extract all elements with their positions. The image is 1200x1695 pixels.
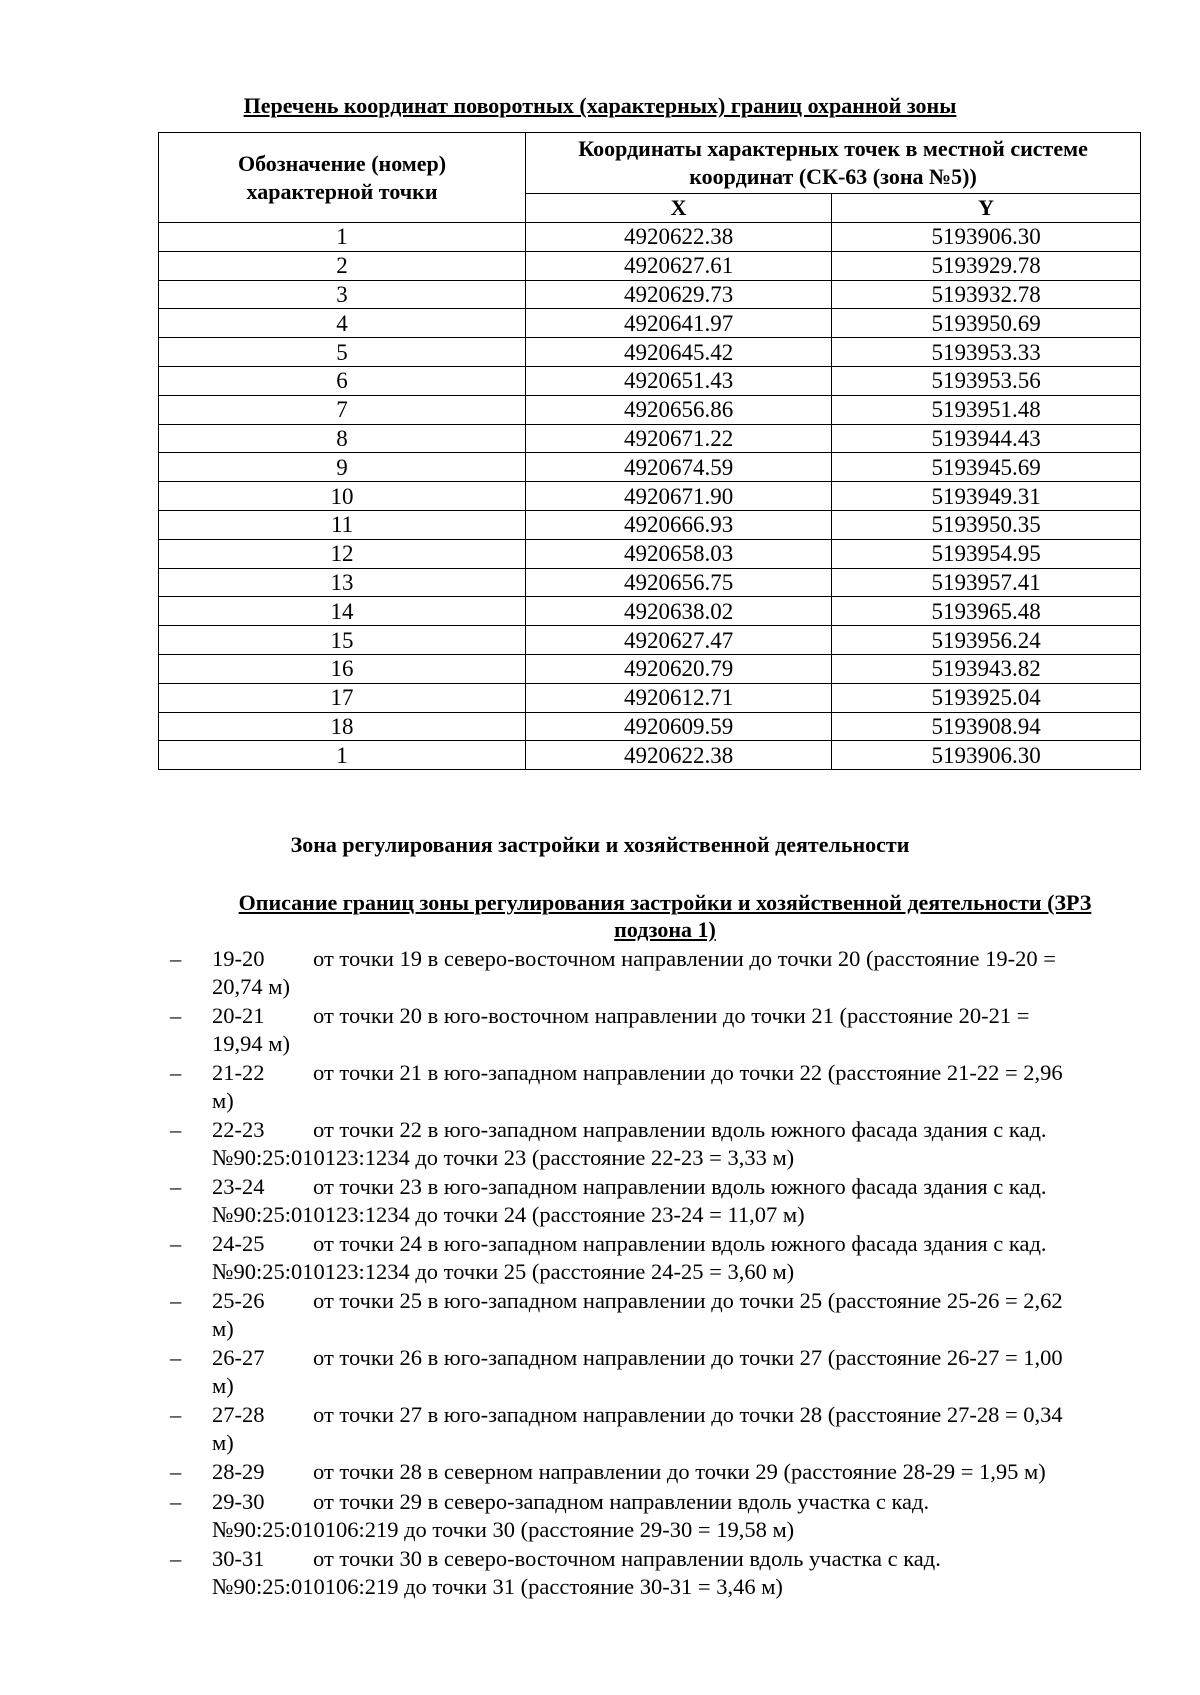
y-coordinate-cell: 5193908.94: [832, 712, 1141, 741]
segment-code: 23-24: [212, 1174, 265, 1199]
segment-description-continued: м): [212, 1372, 234, 1398]
point-number-cell: 5: [159, 338, 526, 367]
y-coordinate-cell: 5193906.30: [832, 223, 1141, 252]
x-coordinate-cell: 4920674.59: [526, 453, 832, 482]
list-item: [0, 1344, 1200, 1401]
table-row: [159, 741, 1141, 770]
segment-code: 28-29: [212, 1459, 265, 1484]
segment-code: 26-27: [212, 1345, 265, 1370]
y-coordinate-cell: 5193957.41: [832, 568, 1141, 597]
y-coordinate-cell: 5193950.69: [832, 309, 1141, 338]
table-row: [159, 453, 1141, 482]
table-row: [159, 712, 1141, 741]
point-number-cell: 8: [159, 424, 526, 453]
list-dash: –: [170, 1117, 182, 1142]
list-item: [0, 1287, 1200, 1344]
segment-description: от точки 23 в юго-западном направлении вдоль южного фасада здания с кад.: [313, 1174, 1047, 1199]
segment-description: от точки 19 в северо-восточном направлении до точки 20 (расстояние 19-20 =: [313, 946, 1056, 971]
header-coords: Координаты характерных точек в местной системе координат (СК-63 (зона №5)): [526, 133, 1141, 194]
x-coordinate-cell: 4920671.90: [526, 482, 832, 511]
segment-description-continued: №90:25:010123:1234 до точки 23 (расстояние 22-23 = 3,33 м): [212, 1144, 795, 1170]
segment-code: 22-23: [212, 1117, 265, 1142]
table-row: [159, 510, 1141, 539]
segment-description: от точки 27 в юго-западном направлении до точки 28 (расстояние 27-28 = 0,34: [313, 1402, 1063, 1427]
point-number-cell: 12: [159, 539, 526, 568]
list-item: [0, 1002, 1200, 1059]
point-number-cell: 15: [159, 626, 526, 655]
segment-code: 21-22: [212, 1060, 265, 1085]
header-point: Обозначение (номер) характерной точки: [159, 133, 526, 223]
point-number-cell: 17: [159, 683, 526, 712]
segment-code: 24-25: [212, 1231, 265, 1256]
y-coordinate-cell: 5193954.95: [832, 539, 1141, 568]
list-dash: –: [170, 1003, 182, 1028]
table-row: [159, 366, 1141, 395]
segment-description: от точки 30 в северо-восточном направлении вдоль участка с кад.: [313, 1546, 941, 1571]
segment-description-continued: №90:25:010123:1234 до точки 24 (расстояние 23-24 = 11,07 м): [212, 1201, 805, 1227]
segment-description-continued: м): [212, 1087, 234, 1113]
point-number-cell: 18: [159, 712, 526, 741]
segment-description-continued: м): [212, 1315, 234, 1341]
table-row: [159, 251, 1141, 280]
segment-code: 25-26: [212, 1288, 265, 1313]
segment-code: 19-20: [212, 946, 265, 971]
list-item: [0, 1488, 1200, 1545]
point-number-cell: 11: [159, 510, 526, 539]
list-item: [0, 1059, 1200, 1116]
y-coordinate-cell: 5193965.48: [832, 597, 1141, 626]
table-row: [159, 424, 1141, 453]
list-dash: –: [170, 1402, 182, 1427]
list-item: [0, 1545, 1200, 1602]
x-coordinate-cell: 4920620.79: [526, 654, 832, 683]
point-number-cell: 3: [159, 280, 526, 309]
list-item: [0, 1230, 1200, 1287]
x-coordinate-cell: 4920612.71: [526, 683, 832, 712]
segment-description: от точки 24 в юго-западном направлении вдоль южного фасада здания с кад.: [313, 1231, 1047, 1256]
x-coordinate-cell: 4920638.02: [526, 597, 832, 626]
list-dash: –: [170, 1231, 182, 1256]
table-row: [159, 395, 1141, 424]
y-coordinate-cell: 5193945.69: [832, 453, 1141, 482]
coordinates-table: [158, 132, 1141, 770]
table-row: [159, 597, 1141, 626]
y-coordinate-cell: 5193932.78: [832, 280, 1141, 309]
point-number-cell: 13: [159, 568, 526, 597]
table-row: [159, 626, 1141, 655]
segment-description: от точки 21 в юго-западном направлении до точки 22 (расстояние 21-22 = 2,96: [313, 1060, 1063, 1085]
y-coordinate-cell: 5193925.04: [832, 683, 1141, 712]
x-coordinate-cell: 4920651.43: [526, 366, 832, 395]
point-number-cell: 7: [159, 395, 526, 424]
x-coordinate-cell: 4920641.97: [526, 309, 832, 338]
list-item: [0, 1116, 1200, 1173]
segment-code: 27-28: [212, 1402, 265, 1427]
segment-description-continued: 20,74 м): [212, 973, 290, 999]
list-dash: –: [170, 1060, 182, 1085]
x-coordinate-cell: 4920629.73: [526, 280, 832, 309]
list-item: [0, 1458, 1200, 1488]
point-number-cell: 2: [159, 251, 526, 280]
y-coordinate-cell: 5193950.35: [832, 510, 1141, 539]
table-row: [159, 568, 1141, 597]
table-row: [159, 539, 1141, 568]
description-heading: Описание границ зоны регулирования застройки и хозяйственной деятельности (ЗРЗ подзона 1): [238, 890, 1092, 942]
x-coordinate-cell: 4920666.93: [526, 510, 832, 539]
list-dash: –: [170, 946, 182, 971]
segment-description: от точки 25 в юго-западном направлении до точки 25 (расстояние 25-26 = 2,62: [313, 1288, 1063, 1313]
boundary-description-list: [0, 945, 1200, 1602]
y-coordinate-cell: 5193929.78: [832, 251, 1141, 280]
segment-description: от точки 26 в юго-западном направлении до точки 27 (расстояние 26-27 = 1,00: [313, 1345, 1063, 1370]
list-item: [0, 1401, 1200, 1458]
y-coordinate-cell: 5193953.56: [832, 366, 1141, 395]
x-coordinate-cell: 4920656.86: [526, 395, 832, 424]
y-coordinate-cell: 5193944.43: [832, 424, 1141, 453]
list-dash: –: [170, 1546, 182, 1571]
x-coordinate-cell: 4920609.59: [526, 712, 832, 741]
table-row: [159, 280, 1141, 309]
point-number-cell: 1: [159, 741, 526, 770]
table-row: [159, 654, 1141, 683]
x-coordinate-cell: 4920656.75: [526, 568, 832, 597]
point-number-cell: 9: [159, 453, 526, 482]
segment-description: от точки 28 в северном направлении до точки 29 (расстояние 28-29 = 1,95 м): [313, 1459, 1046, 1484]
x-coordinate-cell: 4920658.03: [526, 539, 832, 568]
y-coordinate-cell: 5193956.24: [832, 626, 1141, 655]
x-coordinate-cell: 4920627.61: [526, 251, 832, 280]
segment-description: от точки 22 в юго-западном направлении вдоль южного фасада здания с кад.: [313, 1117, 1047, 1142]
segment-description-continued: №90:25:010123:1234 до точки 25 (расстояние 24-25 = 3,60 м): [212, 1258, 795, 1284]
segment-description-continued: №90:25:010106:219 до точки 30 (расстояние 29-30 = 19,58 м): [212, 1516, 795, 1542]
segment-code: 20-21: [212, 1003, 265, 1028]
x-coordinate-cell: 4920671.22: [526, 424, 832, 453]
table-row: [159, 482, 1141, 511]
segment-description-continued: №90:25:010106:219 до точки 31 (расстояние 30-31 = 3,46 м): [212, 1573, 783, 1599]
header-x: X: [526, 194, 832, 223]
point-number-cell: 4: [159, 309, 526, 338]
y-coordinate-cell: 5193906.30: [832, 741, 1141, 770]
list-dash: –: [170, 1174, 182, 1199]
segment-code: 30-31: [212, 1546, 265, 1571]
segment-code: 29-30: [212, 1489, 265, 1514]
y-coordinate-cell: 5193943.82: [832, 654, 1141, 683]
list-dash: –: [170, 1288, 182, 1313]
segment-description: от точки 20 в юго-восточном направлении до точки 21 (расстояние 20-21 =: [313, 1003, 1030, 1028]
table-row: [159, 223, 1141, 252]
header-y: Y: [832, 194, 1141, 223]
list-dash: –: [170, 1459, 182, 1484]
point-number-cell: 1: [159, 223, 526, 252]
table-row: [159, 309, 1141, 338]
segment-description-continued: м): [212, 1429, 234, 1455]
point-number-cell: 10: [159, 482, 526, 511]
x-coordinate-cell: 4920622.38: [526, 741, 832, 770]
y-coordinate-cell: 5193949.31: [832, 482, 1141, 511]
point-number-cell: 14: [159, 597, 526, 626]
point-number-cell: 6: [159, 366, 526, 395]
list-dash: –: [170, 1345, 182, 1370]
x-coordinate-cell: 4920622.38: [526, 223, 832, 252]
point-number-cell: 16: [159, 654, 526, 683]
table-row: [159, 683, 1141, 712]
x-coordinate-cell: 4920645.42: [526, 338, 832, 367]
segment-description: от точки 29 в северо-западном направлении вдоль участка с кад.: [313, 1489, 930, 1514]
table-title: Перечень координат поворотных (характерных) границ охранной зоны: [243, 93, 957, 118]
y-coordinate-cell: 5193951.48: [832, 395, 1141, 424]
list-dash: –: [170, 1489, 182, 1514]
segment-description-continued: 19,94 м): [212, 1030, 290, 1056]
zone-heading: Зона регулирования застройки и хозяйственной деятельности: [290, 832, 910, 857]
list-item: [0, 1173, 1200, 1230]
y-coordinate-cell: 5193953.33: [832, 338, 1141, 367]
list-item: [0, 945, 1200, 1002]
table-row: [159, 338, 1141, 367]
x-coordinate-cell: 4920627.47: [526, 626, 832, 655]
